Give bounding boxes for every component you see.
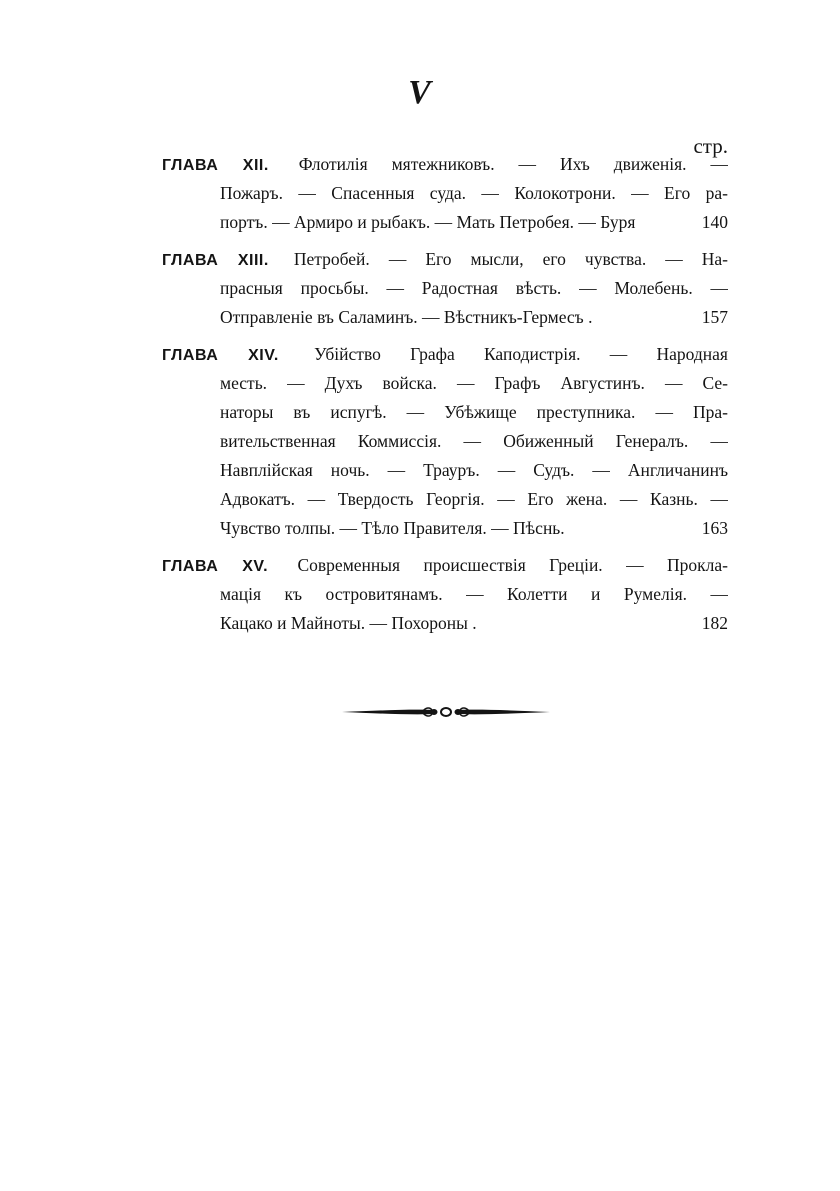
- toc-line-text: Кацако и Майноты. — Похороны .: [220, 613, 477, 633]
- toc-line: [162, 398, 728, 427]
- chapter-label: ГЛАВА XIII.: [162, 252, 269, 269]
- toc-entry-chapter-13: [162, 245, 728, 332]
- toc-line-text: Пожаръ. — Спасенныя суда. — Колокотрони. — Его ра-: [220, 183, 728, 203]
- table-of-contents: [162, 150, 728, 646]
- toc-page-ref: 157: [701, 307, 728, 327]
- chapter-label: ГЛАВА XIV.: [162, 347, 279, 364]
- toc-line: [162, 485, 728, 514]
- toc-line-text: наторы въ испугѣ. — Убѣжище преступника. — Пра-: [220, 402, 728, 422]
- toc-line: [162, 245, 728, 274]
- toc-line: [162, 303, 728, 332]
- page-number: V: [408, 74, 432, 111]
- toc-entry-chapter-15: [162, 551, 728, 638]
- toc-line: [162, 150, 728, 179]
- toc-line: [162, 456, 728, 485]
- toc-line: [162, 340, 728, 369]
- toc-line-text: Навплійская ночь. — Трауръ. — Судъ. — Англичанинъ: [220, 460, 728, 480]
- toc-line: [162, 551, 728, 580]
- toc-line-text: Чувство толпы. — Тѣло Правителя. — Пѣснь.: [220, 518, 565, 538]
- toc-line: [162, 179, 728, 208]
- toc-line-text: месть. — Духъ войска. — Графъ Августинъ. — Се-: [220, 373, 728, 393]
- toc-line-text: Современныя происшествія Греціи. — Прокла-: [297, 555, 728, 575]
- toc-line: [162, 208, 728, 237]
- toc-line: [162, 369, 728, 398]
- toc-line: [162, 514, 728, 543]
- toc-line: [162, 609, 728, 638]
- decorative-divider-icon: [340, 700, 552, 724]
- toc-line: [162, 427, 728, 456]
- pages-column-label: стр.: [693, 134, 728, 158]
- toc-line-text: Флотилія мятежниковъ. — Ихъ движенія. —: [298, 154, 728, 174]
- toc-line-text: Адвокатъ. — Твердость Георгія. — Его жена. — Казнь. —: [220, 489, 728, 509]
- toc-line-text: Убійство Графа Каподистрія. — Народная: [314, 344, 728, 364]
- toc-line-text: Отправленіе въ Саламинъ. — Вѣстникъ-Гермесъ .: [220, 307, 593, 327]
- chapter-label: ГЛАВА XII.: [162, 157, 269, 174]
- toc-line-text: вительственная Коммиссія. — Обиженный Генералъ. —: [220, 431, 728, 451]
- toc-line: [162, 274, 728, 303]
- toc-line-text: портъ. — Армиро и рыбакъ. — Мать Петробея. — Буря: [220, 212, 636, 232]
- toc-page-ref: 182: [701, 613, 728, 633]
- chapter-label: ГЛАВА XV.: [162, 558, 269, 575]
- toc-page-ref: 163: [701, 518, 728, 538]
- toc-entry-chapter-12: [162, 150, 728, 237]
- toc-line: [162, 580, 728, 609]
- toc-entry-chapter-14: [162, 340, 728, 543]
- toc-page-ref: 140: [701, 212, 728, 232]
- toc-line-text: прасныя просьбы. — Радостная вѣсть. — Молебень. —: [220, 278, 728, 298]
- toc-line-text: мація къ островитянамъ. — Колетти и Румелія. —: [220, 584, 728, 604]
- toc-line-text: Петробей. — Его мысли, его чувства. — На-: [293, 249, 728, 269]
